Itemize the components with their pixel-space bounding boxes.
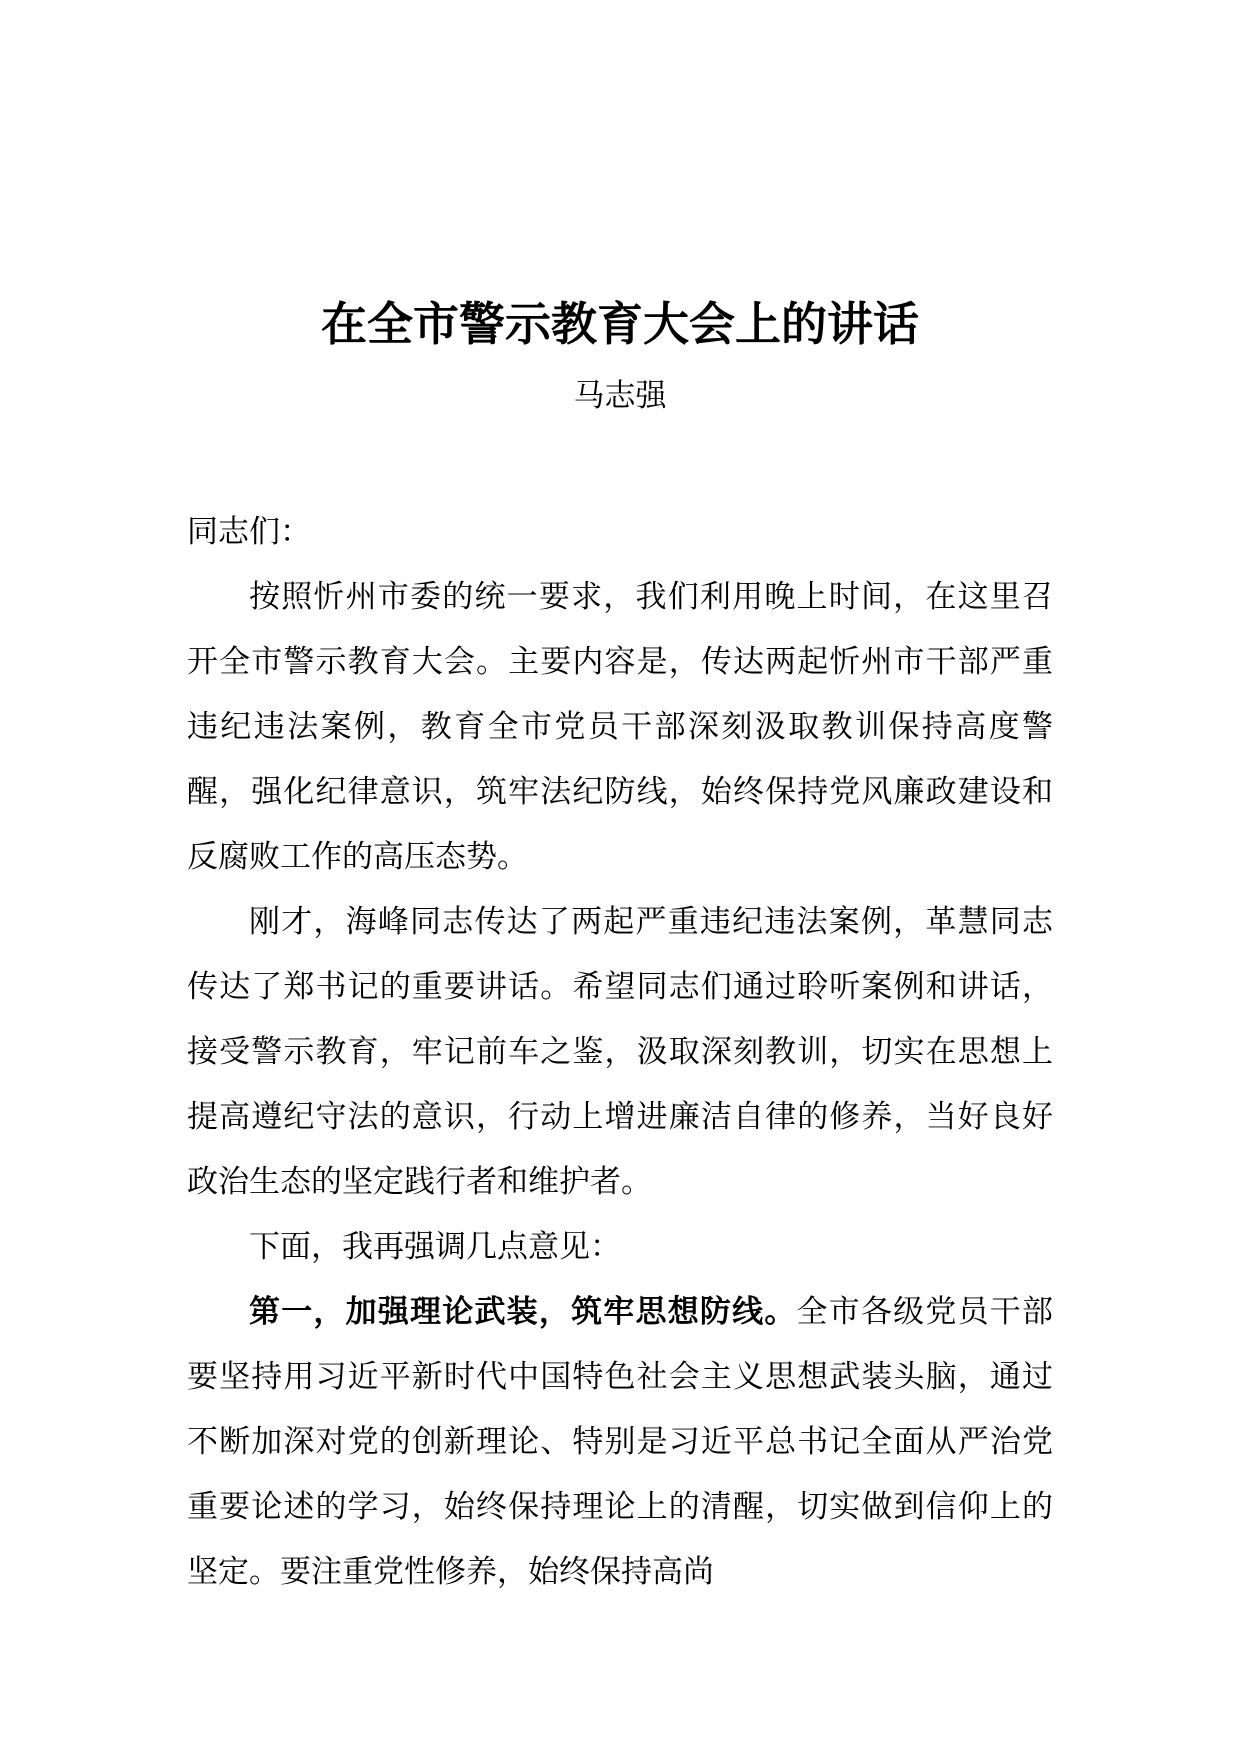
- paragraph-2: 刚才，海峰同志传达了两起严重违纪违法案例，革慧同志传达了郑书记的重要讲话。希望同志们通过聆听案例和讲话，接受警示教育，牢记前车之鉴，汲取深刻教训，切实在思想上提高遵纪守法的意识，行动上增进廉洁自律的修养，当好良好政治生态的坚定践行者和维护者。: [187, 904, 1053, 1200]
- document-title: 在全市警示教育大会上的讲话: [321, 297, 919, 351]
- paragraph-4: [187, 1280, 1053, 1605]
- document-body: [187, 500, 1053, 1605]
- section-heading: 第一，加强理论武装，筑牢思想防线。: [249, 1294, 797, 1330]
- document-author: 马志强: [573, 378, 667, 414]
- paragraph-3: 下面，我再强调几点意见：: [249, 1229, 621, 1265]
- paragraph-1: 按照忻州市委的统一要求，我们利用晚上时间，在这里召开全市警示教育大会。主要内容是，传达两起忻州市干部严重违纪违法案例，教育全市党员干部深刻汲取教训保持高度警醒，强化纪律意识，筑牢法纪防线，始终保持党风廉政建设和反腐败工作的高压态势。: [187, 579, 1053, 875]
- salutation: 同志们：: [187, 514, 311, 550]
- paragraph-4-text: 全市各级党员干部要坚持用习近平新时代中国特色社会主义思想武装头脑，通过不断加深对党的创新理论、特别是习近平总书记全面从严治党重要论述的学习，始终保持理论上的清醒，切实做到信仰上的坚定。要注重党性修养，始终保持高尚: [187, 1294, 1054, 1590]
